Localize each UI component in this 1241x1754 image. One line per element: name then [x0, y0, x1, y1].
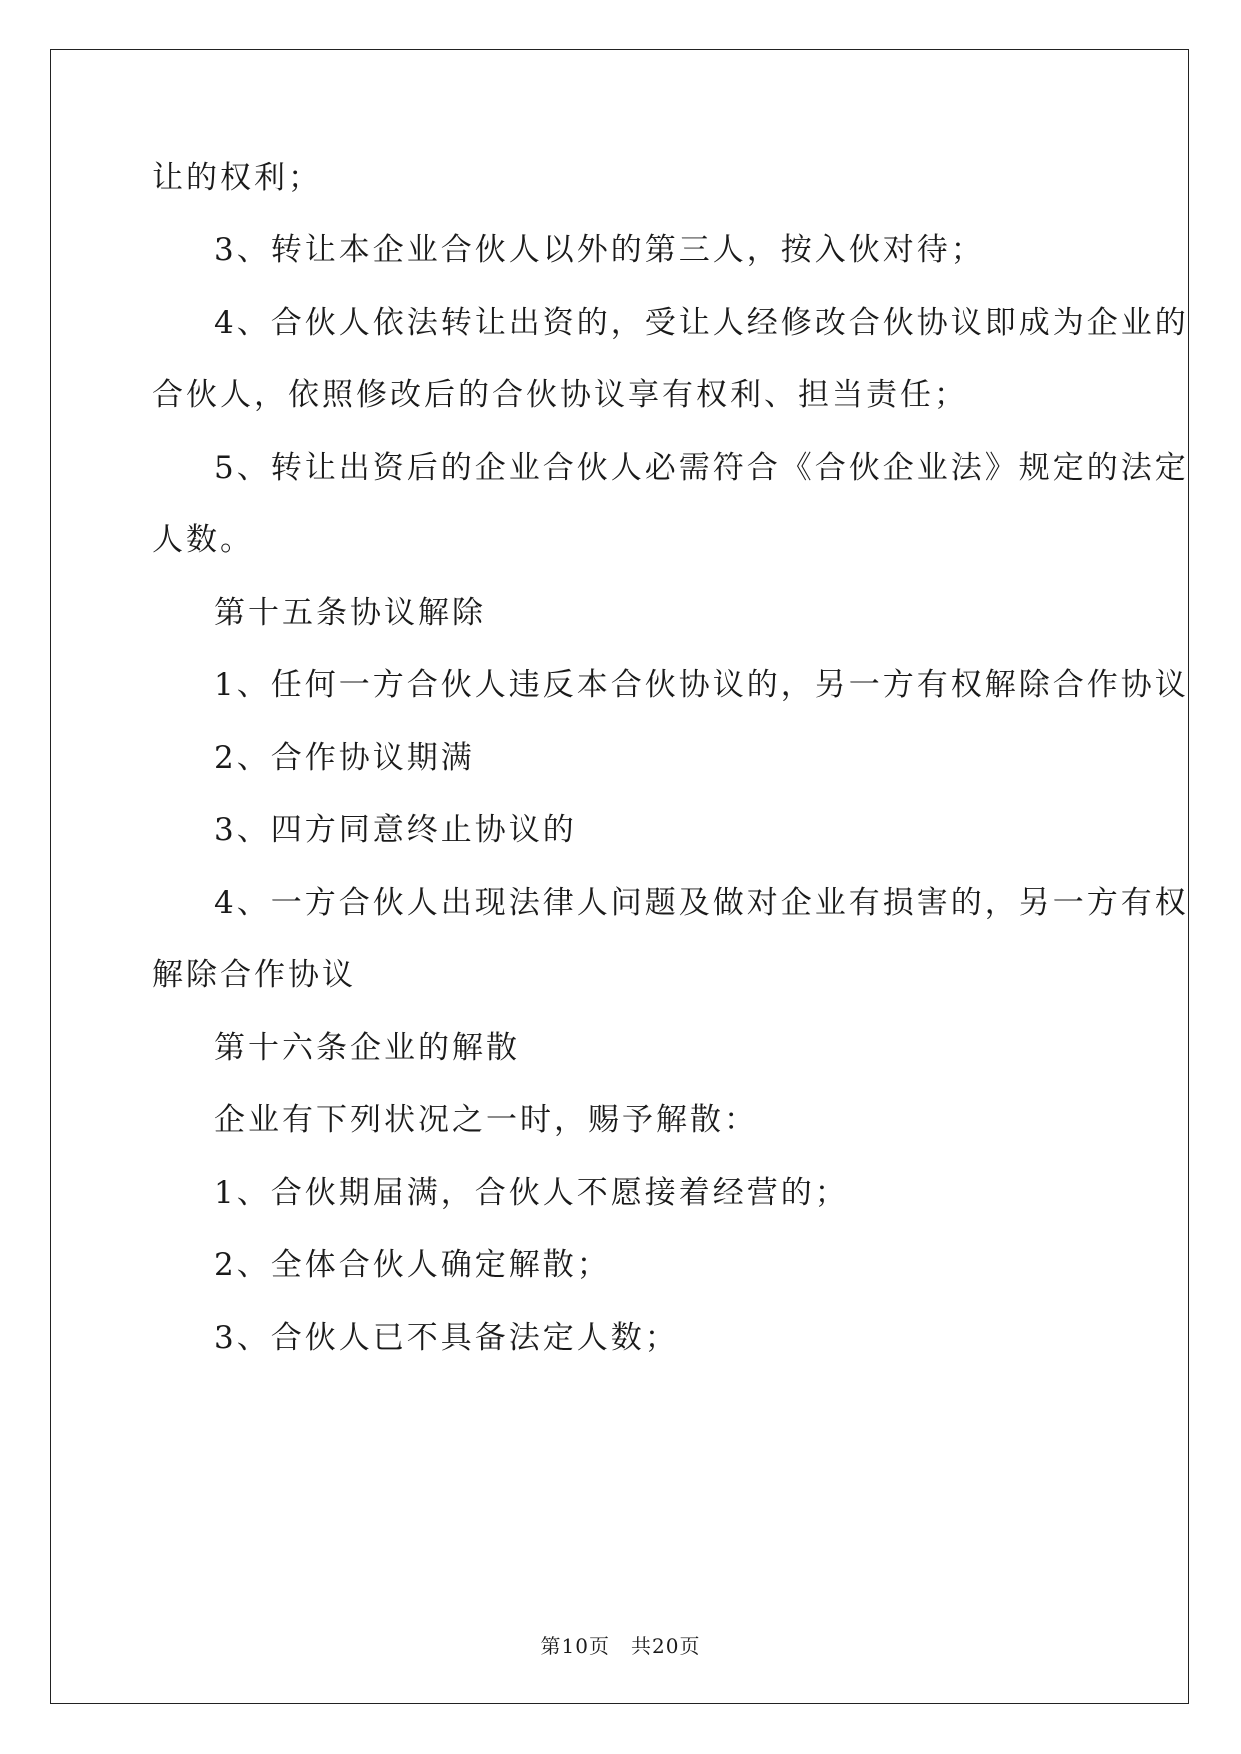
- text-line-4: 合伙人，依照修改后的合伙协议享有权利、担当责任；: [152, 377, 968, 413]
- text-line-16: 2、全体合伙人确定解散；: [214, 1247, 611, 1283]
- text-line-5: 5、转让出资后的企业合伙人必需符合《合伙企业法》规定的法定: [214, 450, 1189, 486]
- text-line-10: 3、四方同意终止协议的: [214, 812, 577, 848]
- section-heading-16: 第十六条企业的解散: [214, 1030, 520, 1066]
- text-line-6: 人数。: [152, 522, 254, 558]
- text-line-1: 让的权利；: [152, 160, 322, 196]
- text-line-11: 4、一方合伙人出现法律人问题及做对企业有损害的，另一方有权: [214, 885, 1189, 921]
- text-line-15: 1、合伙期届满，合伙人不愿接着经营的；: [214, 1175, 849, 1211]
- page-border: [50, 49, 1189, 1704]
- text-line-3: 4、合伙人依法转让出资的，受让人经修改合伙协议即成为企业的: [214, 305, 1189, 341]
- section-heading-15: 第十五条协议解除: [214, 595, 486, 631]
- text-line-9: 2、合作协议期满: [214, 740, 475, 776]
- text-line-2: 3、转让本企业合伙人以外的第三人，按入伙对待；: [214, 232, 985, 268]
- text-line-8: 1、任何一方合伙人违反本合伙协议的，另一方有权解除合作协议: [214, 667, 1189, 703]
- text-line-14: 企业有下列状况之一时，赐予解散：: [214, 1102, 758, 1138]
- text-line-12: 解除合作协议: [152, 957, 356, 993]
- page-number-footer: 第10页 共20页: [540, 1634, 701, 1658]
- text-line-17: 3、合伙人已不具备法定人数；: [214, 1320, 679, 1356]
